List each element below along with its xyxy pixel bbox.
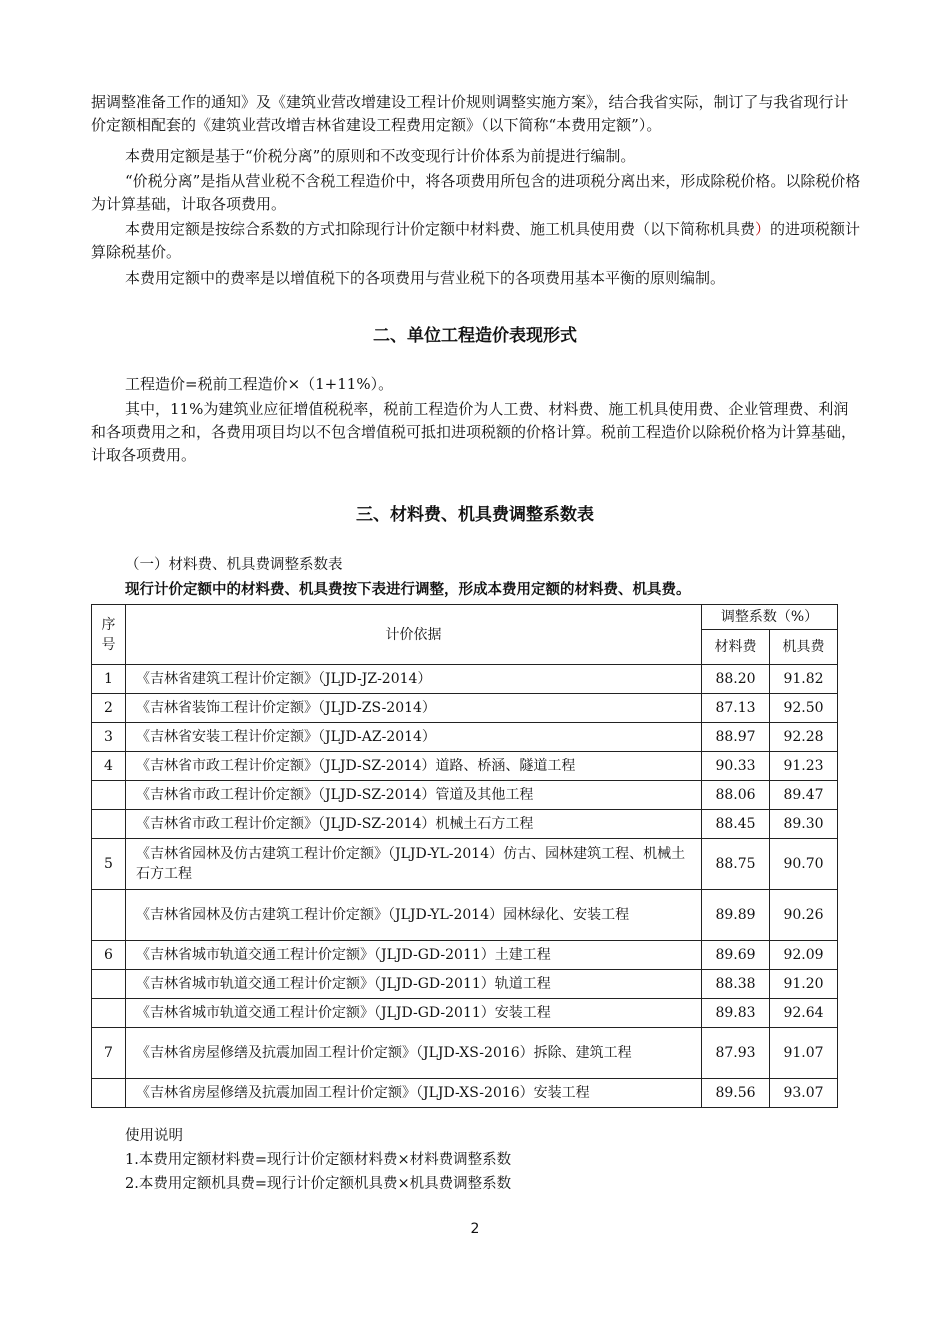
cell-material-coefficient: 88.06: [702, 781, 770, 810]
cost-formula: 工程造价=税前工程造价×（1+11%）。: [125, 375, 394, 393]
subsection-heading: （一）材料费、机具费调整系数表: [125, 557, 343, 573]
header-serial-no: 序号: [92, 605, 126, 665]
cell-pricing-basis: 《吉林省市政工程计价定额》（JLJD-SZ-2014）机械土石方工程: [126, 810, 702, 839]
header-machine-cost: 机具费: [770, 630, 838, 665]
cell-machine-coefficient: 92.64: [770, 999, 838, 1028]
table-row: [92, 970, 838, 999]
cell-material-coefficient: 87.93: [702, 1028, 770, 1079]
cell-pricing-basis: 《吉林省市政工程计价定额》（JLJD-SZ-2014）管道及其他工程: [126, 781, 702, 810]
cell-material-coefficient: 88.97: [702, 723, 770, 752]
cell-serial-no: [92, 781, 126, 810]
intro-paragraph-4-text-b: 的进项税额计算除税基价。: [91, 220, 861, 261]
cell-serial-no: 1: [92, 665, 126, 694]
cell-pricing-basis: 《吉林省城市轨道交通工程计价定额》（JLJD-GD-2011）安装工程: [126, 999, 702, 1028]
cell-machine-coefficient: 92.50: [770, 694, 838, 723]
table-row: [92, 1079, 838, 1108]
cell-serial-no: 5: [92, 839, 126, 890]
cell-serial-no: 3: [92, 723, 126, 752]
intro-paragraph-4-paren: ）: [755, 220, 771, 238]
table-row: [92, 810, 838, 839]
header-adjustment-coefficient: 调整系数（%）: [702, 605, 838, 630]
cell-pricing-basis: 《吉林省城市轨道交通工程计价定额》（JLJD-GD-2011）轨道工程: [126, 970, 702, 999]
section-2-heading: 二、单位工程造价表现形式: [373, 326, 577, 346]
cell-pricing-basis: 《吉林省市政工程计价定额》（JLJD-SZ-2014）道路、桥涵、隧道工程: [126, 752, 702, 781]
intro-paragraph-5: 本费用定额中的费率是以增值税下的各项费用与营业税下的各项费用基本平衡的原则编制。: [125, 269, 726, 287]
usage-notes: [125, 1124, 511, 1196]
cell-pricing-basis: 《吉林省房屋修缮及抗震加固工程计价定额》（JLJD-XS-2016）拆除、建筑工程: [126, 1028, 702, 1079]
cell-machine-coefficient: 91.07: [770, 1028, 838, 1079]
table-row: [92, 723, 838, 752]
cell-material-coefficient: 87.13: [702, 694, 770, 723]
cell-serial-no: [92, 890, 126, 941]
intro-paragraph-4-text-a: 本费用定额是按综合系数的方式扣除现行计价定额中材料费、施工机具使用费（以下简称机具费: [125, 220, 756, 238]
cell-material-coefficient: 90.33: [702, 752, 770, 781]
table-row: [92, 752, 838, 781]
cell-pricing-basis: 《吉林省建筑工程计价定额》（JLJD-JZ-2014）: [126, 665, 702, 694]
table-row: [92, 694, 838, 723]
header-pricing-basis: 计价依据: [126, 605, 702, 665]
cell-pricing-basis: 《吉林省安装工程计价定额》（JLJD-AZ-2014）: [126, 723, 702, 752]
table-row: [92, 665, 838, 694]
cell-serial-no: 4: [92, 752, 126, 781]
intro-paragraph-1: 据调整准备工作的通知》及《建筑业营改增建设工程计价规则调整实施方案》，结合我省实际，制订了与我省现行计价定额相配套的《建筑业营改增吉林省建设工程费用定额》（以下简称“本费用定额”）。: [91, 93, 849, 134]
intro-paragraph-4: [91, 218, 861, 264]
cell-serial-no: 7: [92, 1028, 126, 1079]
cell-serial-no: [92, 970, 126, 999]
table-row: [92, 941, 838, 970]
table-lead-text: 现行计价定额中的材料费、机具费按下表进行调整，形成本费用定额的材料费、机具费。: [125, 582, 691, 598]
usage-notes-title: 使用说明: [125, 1128, 183, 1144]
table-row: [92, 781, 838, 810]
usage-note-item: 2.本费用定额机具费=现行计价定额机具费×机具费调整系数: [125, 1176, 512, 1192]
cell-material-coefficient: 88.20: [702, 665, 770, 694]
cell-serial-no: [92, 810, 126, 839]
cell-machine-coefficient: 91.23: [770, 752, 838, 781]
cell-material-coefficient: 88.45: [702, 810, 770, 839]
cell-machine-coefficient: 90.26: [770, 890, 838, 941]
cell-machine-coefficient: 91.20: [770, 970, 838, 999]
cell-pricing-basis: 《吉林省装饰工程计价定额》（JLJD-ZS-2014）: [126, 694, 702, 723]
table-header-row: [92, 605, 838, 630]
usage-note-item: 1.本费用定额材料费=现行计价定额材料费×材料费调整系数: [125, 1152, 512, 1168]
cell-machine-coefficient: 92.28: [770, 723, 838, 752]
cell-serial-no: 2: [92, 694, 126, 723]
cell-machine-coefficient: 93.07: [770, 1079, 838, 1108]
adjustment-coefficient-table: [91, 604, 838, 1108]
header-material-cost: 材料费: [702, 630, 770, 665]
table-body: [92, 665, 838, 1108]
cell-pricing-basis: 《吉林省园林及仿古建筑工程计价定额》（JLJD-YL-2014）仿古、园林建筑工程、机械土石方工程: [126, 839, 702, 890]
cell-pricing-basis: 《吉林省房屋修缮及抗震加固工程计价定额》（JLJD-XS-2016）安装工程: [126, 1079, 702, 1108]
cell-serial-no: 6: [92, 941, 126, 970]
table-row: [92, 839, 838, 890]
cell-pricing-basis: 《吉林省园林及仿古建筑工程计价定额》（JLJD-YL-2014）园林绿化、安装工程: [126, 890, 702, 941]
cell-material-coefficient: 88.75: [702, 839, 770, 890]
intro-paragraph-3: “价税分离”是指从营业税不含税工程造价中，将各项费用所包含的进项税分离出来，形成除税价格。以除税价格为计算基础，计取各项费用。: [91, 172, 861, 213]
table-row: [92, 890, 838, 941]
cell-serial-no: [92, 1079, 126, 1108]
cell-serial-no: [92, 999, 126, 1028]
cell-machine-coefficient: 92.09: [770, 941, 838, 970]
cell-machine-coefficient: 91.82: [770, 665, 838, 694]
cell-material-coefficient: 89.69: [702, 941, 770, 970]
intro-paragraph-2: 本费用定额是基于“价税分离”的原则和不改变现行计价体系为前提进行编制。: [125, 147, 636, 165]
cell-machine-coefficient: 90.70: [770, 839, 838, 890]
table-row: [92, 1028, 838, 1079]
cell-material-coefficient: 89.56: [702, 1079, 770, 1108]
cell-machine-coefficient: 89.47: [770, 781, 838, 810]
cell-material-coefficient: 88.38: [702, 970, 770, 999]
cell-machine-coefficient: 89.30: [770, 810, 838, 839]
section-3-heading: 三、材料费、机具费调整系数表: [356, 505, 594, 525]
cell-material-coefficient: 89.83: [702, 999, 770, 1028]
page-number: 2: [470, 1221, 480, 1237]
table-row: [92, 999, 838, 1028]
formula-explanation: 其中，11%为建筑业应征增值税税率，税前工程造价为人工费、材料费、施工机具使用费、企业管理费、利润和各项费用之和，各费用项目均以不包含增值税可抵扣进项税额的价格计算。税前工程造价以除税价格为计算基础，计取各项费用。: [91, 400, 857, 464]
cell-material-coefficient: 89.89: [702, 890, 770, 941]
cell-pricing-basis: 《吉林省城市轨道交通工程计价定额》（JLJD-GD-2011）土建工程: [126, 941, 702, 970]
